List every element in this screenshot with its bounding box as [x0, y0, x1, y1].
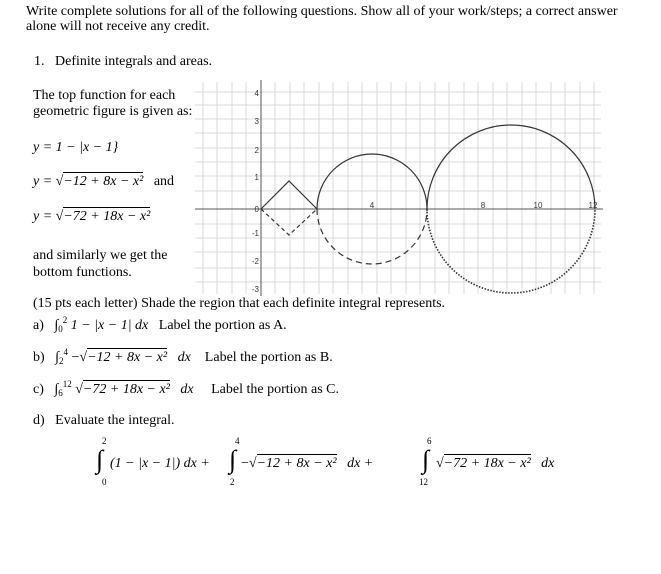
- function-2-radicand: −12 + 8x − x²: [63, 174, 144, 189]
- x-tick-label: 12: [588, 201, 598, 210]
- part-a-integrand: 1 − |x − 1| dx: [70, 318, 149, 333]
- integral-1-lower: 0: [102, 477, 107, 487]
- triangle-top-curve: [261, 181, 317, 209]
- instructions-line-2: alone will not receive any credit.: [26, 19, 210, 34]
- instructions-line-1: Write complete solutions for all of the following questions. Show all of your work/steps; a correct answer: [26, 4, 618, 19]
- part-c-radicand: −72 + 18x − x²: [82, 382, 170, 397]
- intro-line-1: The top function for each: [33, 88, 176, 103]
- x-tick-label: 4: [369, 201, 375, 210]
- integral-2-expression: −√−12 + 8x − x² dx +: [241, 456, 374, 471]
- part-a: a) $\int_0^2$ 1 − |x − 1| dx Label the portion as A.: [33, 315, 287, 334]
- integral-sign: ∫: [96, 445, 104, 474]
- y-tick-label: 1: [254, 173, 259, 182]
- large-circle-top-curve: [427, 125, 595, 209]
- part-a-label: a): [33, 318, 44, 333]
- function-1: y = 1 − |x − 1}: [33, 140, 119, 155]
- integral-3-lower: 12: [419, 477, 428, 487]
- integral-2-lower: 2: [230, 477, 235, 487]
- part-b-radicand: −12 + 8x − x²: [87, 350, 168, 365]
- integral-2-upper: 4: [235, 436, 240, 446]
- x-tick-label: 8: [480, 201, 486, 210]
- y-tick-label: -1: [251, 229, 259, 238]
- problem-title: Definite integrals and areas.: [55, 54, 213, 69]
- triangle-bottom-curve: [261, 209, 317, 235]
- y-tick-label: 2: [254, 146, 259, 155]
- geometric-figure-graph: [195, 78, 605, 298]
- part-c: c) $\int_6^{12}$ √−72 + 18x − x² dx Label the portion as C.: [33, 379, 340, 398]
- part-c-label: c): [33, 382, 44, 397]
- y-tick-label: 3: [254, 117, 259, 126]
- function-2: y = √−12 + 8x − x² and: [33, 174, 175, 189]
- large-circle-bottom-curve: [427, 209, 595, 293]
- problem-heading: [34, 54, 212, 70]
- part-b-note: Label the portion as B.: [204, 350, 333, 365]
- intro-line-2: geometric figure is given as:: [33, 104, 193, 119]
- function-3: y = √−72 + 18x − x²: [33, 209, 151, 224]
- part-c-note: Label the portion as C.: [211, 382, 340, 397]
- integral-sign: ∫: [422, 445, 430, 474]
- part-d: [33, 413, 175, 429]
- y-tick-label: 0: [254, 205, 259, 214]
- intro-after-line-1: and similarly we get the: [33, 248, 168, 263]
- part-b: b) $\int_2^4 -√-12 + 8x - x^2$ dx Label the portion as B.: [33, 347, 333, 366]
- y-tick-label: 4: [254, 89, 259, 98]
- and-word: and: [153, 174, 175, 189]
- x-tick-label: 10: [533, 201, 543, 210]
- integral-1-upper: 2: [102, 436, 107, 446]
- integral-3-upper: 6: [427, 436, 432, 446]
- integral-1-expression: (1 − |x − 1|) dx +: [110, 456, 210, 471]
- part-d-label: d): [33, 413, 45, 428]
- part-a-note: Label the portion as A.: [158, 318, 287, 333]
- part-b-label: b): [33, 350, 45, 365]
- y-tick-label: -2: [251, 257, 259, 266]
- parts-intro: (15 pts each letter) Shade the region that each definite integral represents.: [33, 296, 446, 311]
- function-3-radicand: −72 + 18x − x²: [63, 209, 151, 224]
- intro-after-line-2: bottom functions.: [33, 265, 132, 280]
- integral-sign: ∫: [229, 445, 237, 474]
- integral-3-expression: √−72 + 18x − x² dx: [436, 456, 555, 471]
- part-d-text: Evaluate the integral.: [55, 413, 175, 428]
- problem-number: 1.: [34, 54, 45, 69]
- y-tick-label: -3: [251, 285, 259, 294]
